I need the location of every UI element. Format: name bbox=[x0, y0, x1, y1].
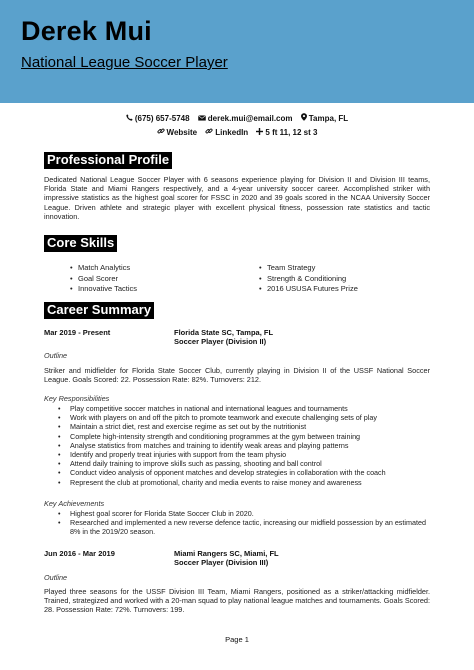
skill-item: • Team Strategy bbox=[259, 263, 439, 274]
skill-item: • 2016 USUSA Futures Prize bbox=[259, 284, 439, 295]
contact-email[interactable] bbox=[198, 114, 293, 123]
page-number: Page 1 bbox=[225, 635, 249, 644]
job-1-header bbox=[174, 328, 273, 347]
plus-icon bbox=[256, 128, 263, 137]
job-2-outline: Played three seasons for the USSF Division III Team, Miami Rangers, positioned as a striker/attacking midfielder. Trained, strategized and worked with a 20-man squad to play national league matches and tournaments. Goals Scored: 28. Possession Rate: 72%. Turnovers: 199. bbox=[44, 587, 430, 615]
website-text: Website bbox=[166, 128, 198, 137]
job-2-organisation: Miami Rangers SC, Miami, FL bbox=[174, 549, 279, 558]
skills-column-right bbox=[259, 263, 439, 295]
skill-item: • Strength & Conditioning bbox=[259, 274, 439, 285]
candidate-name: Derek Mui bbox=[21, 16, 152, 46]
skill-item: • Match Analytics bbox=[70, 263, 250, 274]
list-item: • Maintain a strict diet, rest and exercise regime as set out by the nutritionist bbox=[58, 422, 430, 431]
job-2-title: Soccer Player (Division III) bbox=[174, 558, 269, 568]
linkedin-text: LinkedIn bbox=[215, 128, 249, 137]
skills-column-left bbox=[70, 263, 250, 295]
contact-row-1 bbox=[0, 113, 474, 123]
job-1-organisation: Florida State SC, Tampa, FL bbox=[174, 328, 274, 337]
link-icon bbox=[205, 127, 213, 137]
profile-heading: Professional Profile bbox=[44, 152, 172, 169]
location-text: Tampa, FL bbox=[308, 114, 349, 123]
job-1-outline: Striker and midfielder for Florida State Soccer Club, currently playing in Division II of the USSF National Soccer League. Goals Scored: 22. Possession Rate: 82%. Turnovers: 212. bbox=[44, 366, 430, 385]
job-2-dates: Jun 2016 - Mar 2019 bbox=[44, 549, 115, 558]
skill-item: • Innovative Tactics bbox=[70, 284, 250, 295]
skill-item: • Goal Scorer bbox=[70, 274, 250, 285]
job-2-outline-label: Outline bbox=[44, 573, 68, 582]
career-heading: Career Summary bbox=[44, 302, 154, 319]
list-item: • Researched and implemented a new reverse defence tactic, increasing our midfield possession by an estimated 8% in the 2019/20 season. bbox=[58, 518, 430, 536]
phone-text: (675) 657-5748 bbox=[134, 114, 190, 123]
contact-phone[interactable] bbox=[126, 114, 190, 123]
job-1-title: Soccer Player (Division II) bbox=[174, 337, 267, 347]
map-marker-icon bbox=[301, 113, 307, 123]
job-1-achievements bbox=[58, 509, 430, 537]
job-1-responsibilities-label: Key Responsibilities bbox=[44, 394, 110, 403]
list-item: • Play competitive soccer matches in national and international leagues and tournaments bbox=[58, 404, 430, 413]
envelope-icon bbox=[198, 114, 206, 123]
job-2-header bbox=[174, 549, 279, 568]
extra-text: 5 ft 11, 12 st 3 bbox=[265, 128, 318, 137]
contact-location bbox=[301, 113, 348, 123]
job-1-achievements-label: Key Achievements bbox=[44, 499, 105, 508]
link-icon bbox=[157, 127, 165, 137]
skills-heading: Core Skills bbox=[44, 235, 117, 252]
contact-row-2 bbox=[0, 127, 474, 137]
candidate-role: National League Soccer Player bbox=[21, 54, 228, 71]
list-item: • Represent the club at promotional, charity and media events to raise money and awareness bbox=[58, 478, 430, 487]
header-banner bbox=[0, 0, 474, 103]
job-1-dates: Mar 2019 - Present bbox=[44, 328, 111, 337]
list-item: • Conduct video analysis of opponent matches and develop strategies in collaboration with the coach bbox=[58, 468, 430, 477]
job-1-outline-label: Outline bbox=[44, 351, 68, 360]
contact-extra bbox=[256, 128, 317, 137]
list-item: • Work with players on and off the pitch to promote teamwork and execute challenging sets of play bbox=[58, 413, 430, 422]
email-text: derek.mui@email.com bbox=[207, 114, 293, 123]
contact-website[interactable] bbox=[157, 127, 198, 137]
list-item: • Complete high-intensity strength and conditioning programmes at the gym between training bbox=[58, 432, 430, 441]
list-item: • Highest goal scorer for Florida State Soccer Club in 2020. bbox=[58, 509, 430, 518]
profile-text: Dedicated National League Soccer Player with 6 seasons experience playing for Division II and Division III teams, Florida State and Miami Rangers respectively, and a 4-year university soccer career. Accomplished striker with impressive statistics as the highest goal scorer for FSSC in 2020 and 39 goals scored in the NCAA University Soccer League. Driven athlete and strategic player with excellent physical fitness, possession rate statistics and tactic innovation. bbox=[44, 175, 430, 221]
list-item: • Analyse statistics from matches and training to identify weak areas and playing patterns bbox=[58, 441, 430, 450]
contact-linkedin[interactable] bbox=[205, 127, 248, 137]
job-1-responsibilities bbox=[58, 404, 430, 487]
phone-icon bbox=[126, 114, 133, 123]
list-item: • Attend daily training to improve skills such as passing, shooting and ball control bbox=[58, 459, 430, 468]
list-item: • Identify and properly treat injuries with support from the team physio bbox=[58, 450, 430, 459]
